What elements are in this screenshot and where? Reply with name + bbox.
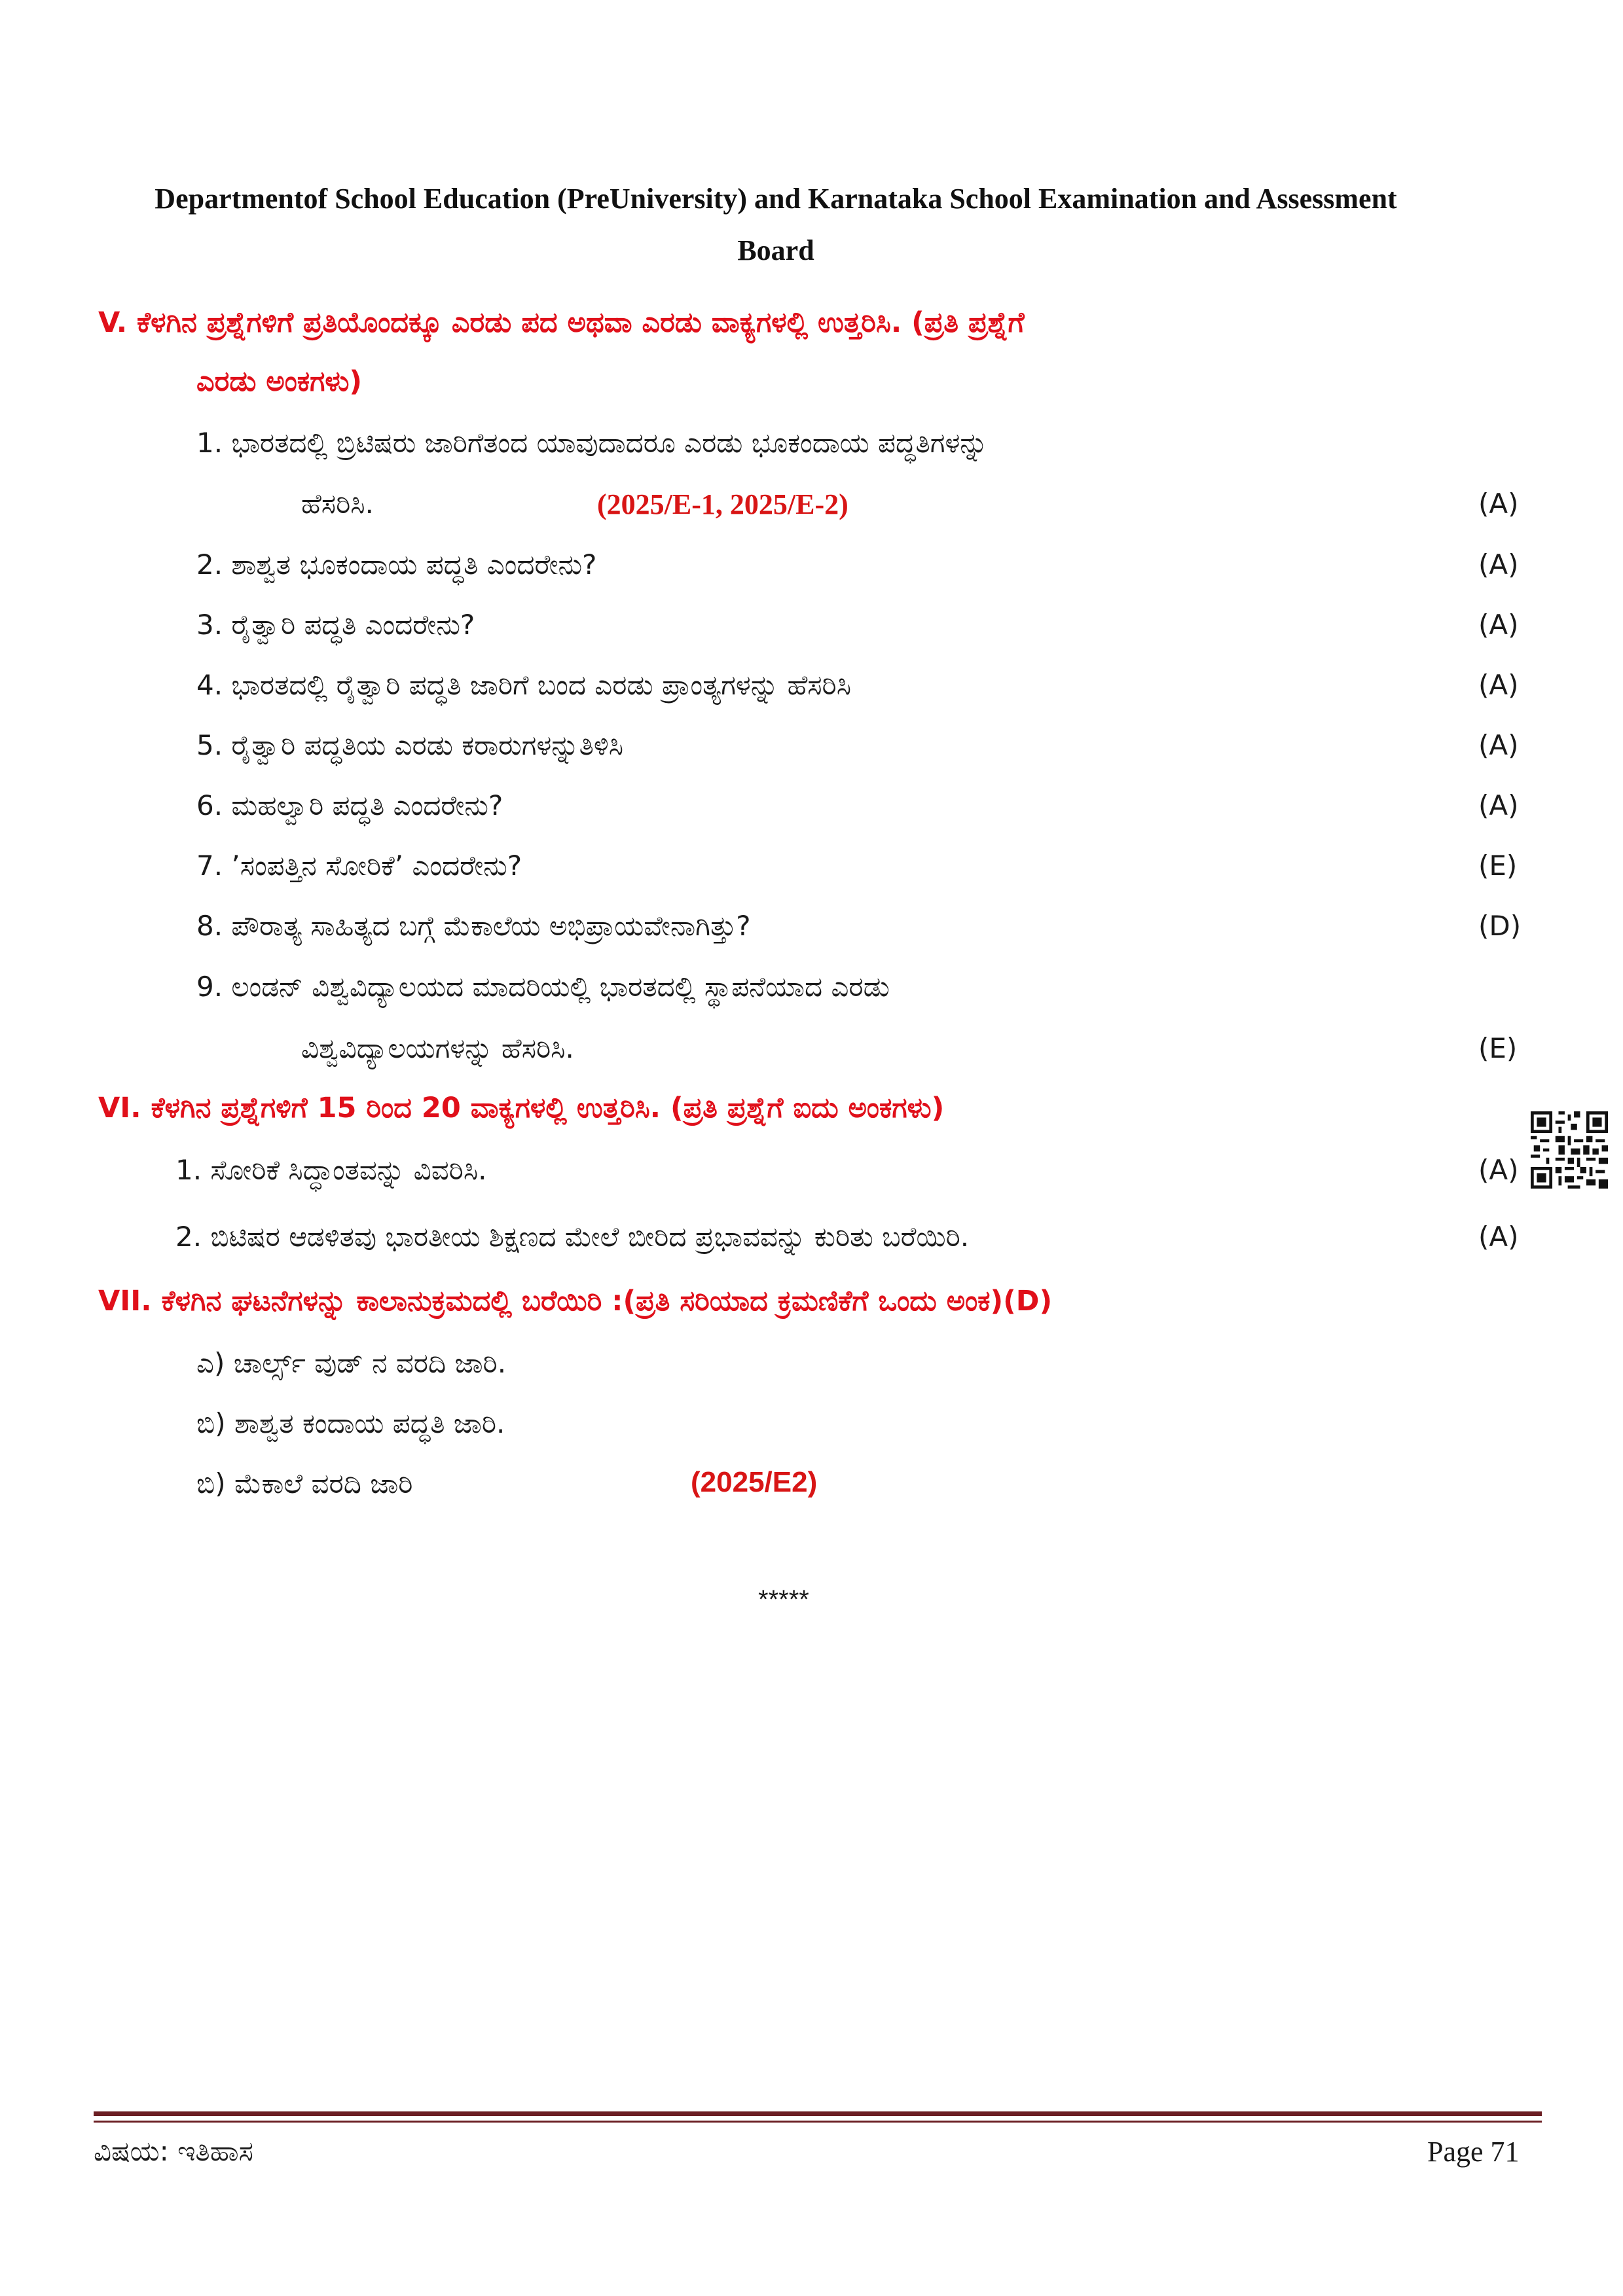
section-5-title-cont: ಎರಡು ಅಂಕಗಳು) [196,365,363,398]
footer-subject: ವಿಷಯ: ಇತಿಹಾಸ [94,2135,253,2167]
question-5-4: 4. ಭಾರತದಲ್ಲಿ ರೈತ್ವಾರಿ ಪದ್ಧತಿ ಜಾರಿಗೆ ಬಂದ ಎರಡು ಪ್ರಾಂತ್ಯಗಳನ್ನು ಹೆಸರಿಸಿ [196,669,852,701]
question-5-8-tag: (D) [1478,910,1522,942]
event-item-1: ಎ) ಚಾರ್ಲ್ಸ್ ವುಡ್ ನ ವರದಿ ಜಾರಿ. [196,1347,507,1379]
question-5-1-tag: (A) [1478,488,1519,520]
question-5-3-tag: (A) [1478,609,1519,641]
question-5-7: 7. ’ಸಂಪತ್ತಿನ ಸೋರಿಕೆ’ ಎಂದರೇನು? [196,850,522,882]
footer-rule-thin [94,2121,1542,2123]
question-5-1: 1. ಭಾರತದಲ್ಲಿ ಬ್ರಿಟಿಷರು ಜಾರಿಗೆತಂದ ಯಾವುದಾದರೂ ಎರಡು ಭೂಕಂದಾಯ ಪದ್ಧತಿಗಳನ್ನು [196,427,988,459]
end-mark: ***** [758,1585,809,1614]
question-5-1-cont: ಹೆಸರಿಸಿ. [301,488,374,520]
question-5-9-cont: ವಿಶ್ವವಿದ್ಯಾಲಯಗಳನ್ನು ಹೆಸರಿಸಿ. [301,1032,574,1064]
question-5-6-tag: (A) [1478,789,1519,821]
event-item-2: ಬಿ) ಶಾಶ್ವತ ಕಂದಾಯ ಪದ್ಧತಿ ಜಾರಿ. [196,1407,505,1439]
year-reference-2: (2025/E2) [691,1466,818,1498]
question-5-9: 9. ಲಂಡನ್ ವಿಶ್ವವಿದ್ಯಾಲಯದ ಮಾದರಿಯಲ್ಲಿ ಭಾರತದಲ್ಲಿ ಸ್ಥಾಪನೆಯಾದ ಎರಡು [196,971,890,1003]
question-5-4-tag: (A) [1478,669,1519,701]
question-5-7-tag: (E) [1478,850,1518,882]
footer-rule-thick [94,2111,1542,2116]
question-6-2-tag: (A) [1478,1221,1519,1253]
question-5-9-tag: (E) [1478,1032,1518,1064]
qr-code-icon [1531,1111,1608,1189]
question-5-3: 3. ರೈತ್ವಾರಿ ಪದ್ಧತಿ ಎಂದರೇನು? [196,609,475,641]
event-item-3: ಬಿ) ಮೆಕಾಲೆ ವರದಿ ಜಾರಿ [196,1467,413,1499]
question-6-1: 1. ಸೋರಿಕೆ ಸಿದ್ಧಾಂತವನ್ನು ವಿವರಿಸಿ. [175,1154,487,1186]
section-6-title: VI. ಕೆಳಗಿನ ಪ್ರಶ್ನೆಗಳಿಗೆ 15 ರಿಂದ 20 ವಾಕ್ಯಗಳಲ್ಲಿ ಉತ್ತರಿಸಿ. (ಪ್ರತಿ ಪ್ರಶ್ನೆಗೆ ಐದು ಅಂಕಗಳು) [98,1092,945,1124]
question-5-6: 6. ಮಹಲ್ವಾರಿ ಪದ್ಧತಿ ಎಂದರೇನು? [196,789,503,821]
question-5-2: 2. ಶಾಶ್ವತ ಭೂಕಂದಾಯ ಪದ್ಧತಿ ಎಂದರೇನು? [196,548,597,581]
question-5-8: 8. ಪೌರಾತ್ಯ ಸಾಹಿತ್ಯದ ಬಗ್ಗೆ ಮೆಕಾಲೆಯ ಅಭಿಪ್ರಾಯವೇನಾಗಿತ್ತು? [196,910,751,942]
question-6-2: 2. ಬಿಟಿಷರ ಆಡಳಿತವು ಭಾರತೀಯ ಶಿಕ್ಷಣದ ಮೇಲೆ ಬೀರಿದ ಪ್ರಭಾವವನ್ನು ಕುರಿತು ಬರೆಯಿರಿ. [175,1221,970,1253]
question-5-5-tag: (A) [1478,729,1519,761]
question-5-5: 5. ರೈತ್ವಾರಿ ಪದ್ಧತಿಯ ಎರಡು ಕರಾರುಗಳನ್ನುತಿಳಿಸಿ [196,729,624,761]
year-reference: (2025/E-1, 2025/E-2) [597,488,848,520]
document-header-line2: Board [737,234,814,266]
section-7-title: VII. ಕೆಳಗಿನ ಘಟನೆಗಳನ್ನು ಕಾಲಾನುಕ್ರಮದಲ್ಲಿ ಬರೆಯಿರಿ :(ಪ್ರತಿ ಸರಿಯಾದ ಕ್ರಮಣಿಕೆಗೆ ಒಂದು ಅಂಕ)(D) [98,1285,1053,1318]
page-number: Page 71 [1427,2136,1520,2168]
document-header-line1: Departmentof School Education (PreUniversity) and Karnataka School Examination and Assessment [155,183,1397,215]
question-5-2-tag: (A) [1478,548,1519,581]
section-5-title: V. ಕೆಳಗಿನ ಪ್ರಶ್ನೆಗಳಿಗೆ ಪ್ರತಿಯೊಂದಕ್ಕೂ ಎರಡು ಪದ ಅಥವಾ ಎರಡು ವಾಕ್ಯಗಳಲ್ಲಿ ಉತ್ತರಿಸಿ. (ಪ್ರತಿ ಪ್ರಶ್ನೆಗೆ [98,306,1025,339]
question-6-1-tag: (A) [1478,1154,1519,1186]
